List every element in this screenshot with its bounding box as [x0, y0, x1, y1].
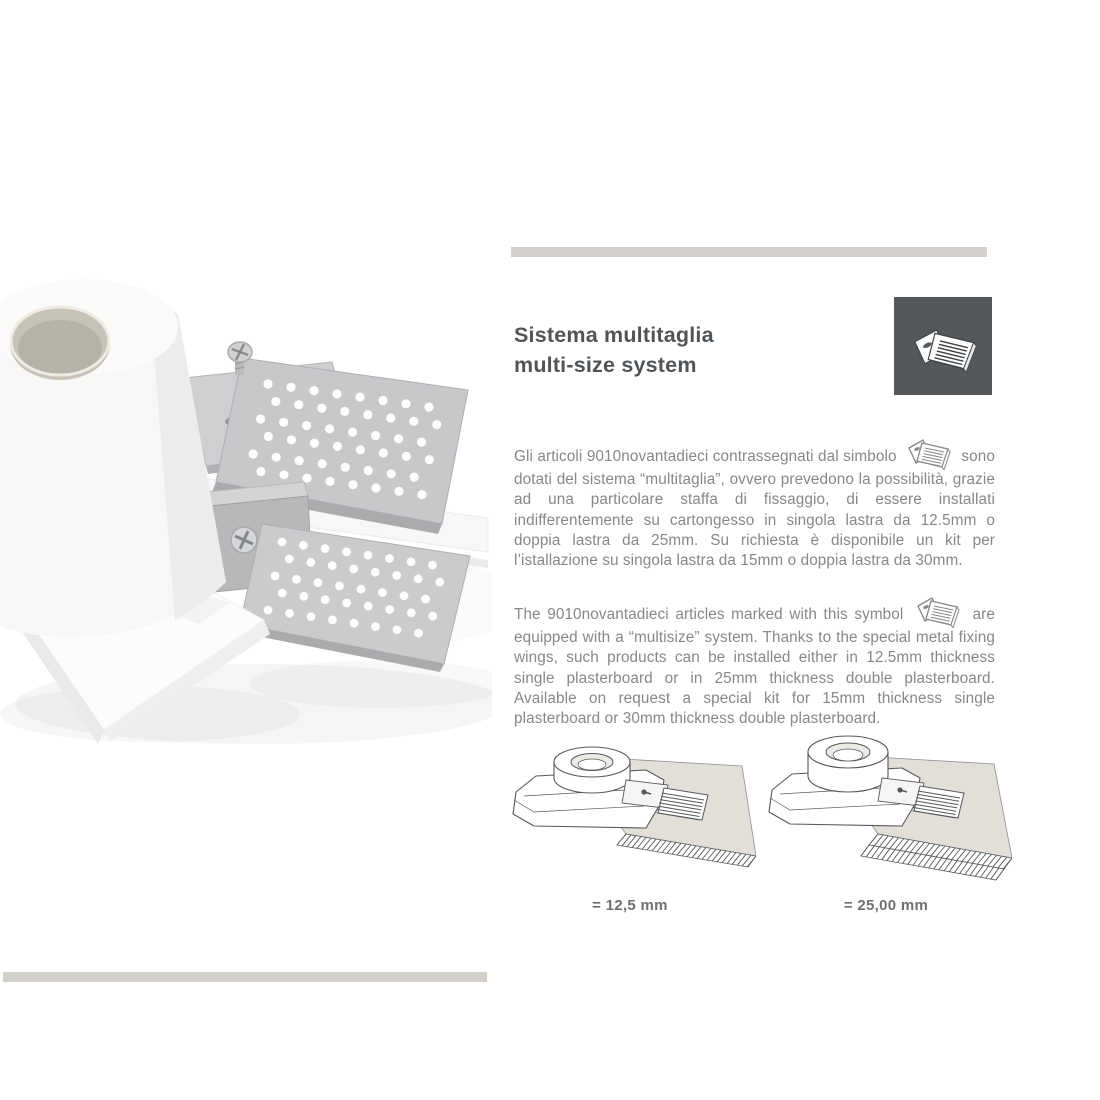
diagram-label-single: = 12,5 mm	[592, 897, 668, 914]
plaster-downlight-photo	[0, 272, 492, 747]
section-title	[514, 320, 714, 380]
divider-top	[511, 247, 987, 257]
divider-bottom	[3, 972, 487, 982]
paragraph-italian-text-before: Gli articoli 9010novantadieci contrassegnati dal simbolo	[514, 448, 897, 465]
title-line-italian: Sistema multitaglia	[514, 323, 714, 347]
multisize-symbol-box	[894, 297, 992, 395]
paragraph-italian-text-after: sono dotati del sistema “multitaglia”, ovvero prevedono la possibilità, grazie ad una particolare staffa di fissaggio, di essere installati indifferentemente su cartongesso in singola lastra da 12.5mm o doppia lastra da 25mm. Su richiesta è disponibile un kit per l’istallazione su singola lastra da 15mm o doppia lastra da 30mm.	[514, 448, 995, 570]
product-photo	[0, 272, 492, 747]
paragraph-english-text-before: The 9010novantadieci articles marked with this symbol	[514, 606, 904, 623]
paragraph-italian	[514, 436, 995, 571]
paragraph-english-text-after: are equipped with a “multisize” system. Thanks to the special metal fixing wings, such products can be installed either in 12.5mm thickness single plasterboard or in 25mm thickness double plasterboard. Available on request a special kit for 15mm thickness single plasterboard or 30mm thickness double plasterboard.	[514, 606, 995, 728]
multisize-bracket-icon	[903, 311, 983, 381]
installation-diagram-double	[760, 726, 1012, 914]
paragraph-english	[514, 594, 995, 729]
installation-diagram-single	[504, 726, 756, 914]
title-line-english: multi-size system	[514, 353, 697, 377]
multisize-inline-icon-it	[906, 436, 952, 470]
diagram-label-double: = 25,00 mm	[843, 897, 929, 914]
multisize-inline-icon-en	[915, 594, 961, 628]
bracket-screw-icon	[231, 527, 257, 553]
